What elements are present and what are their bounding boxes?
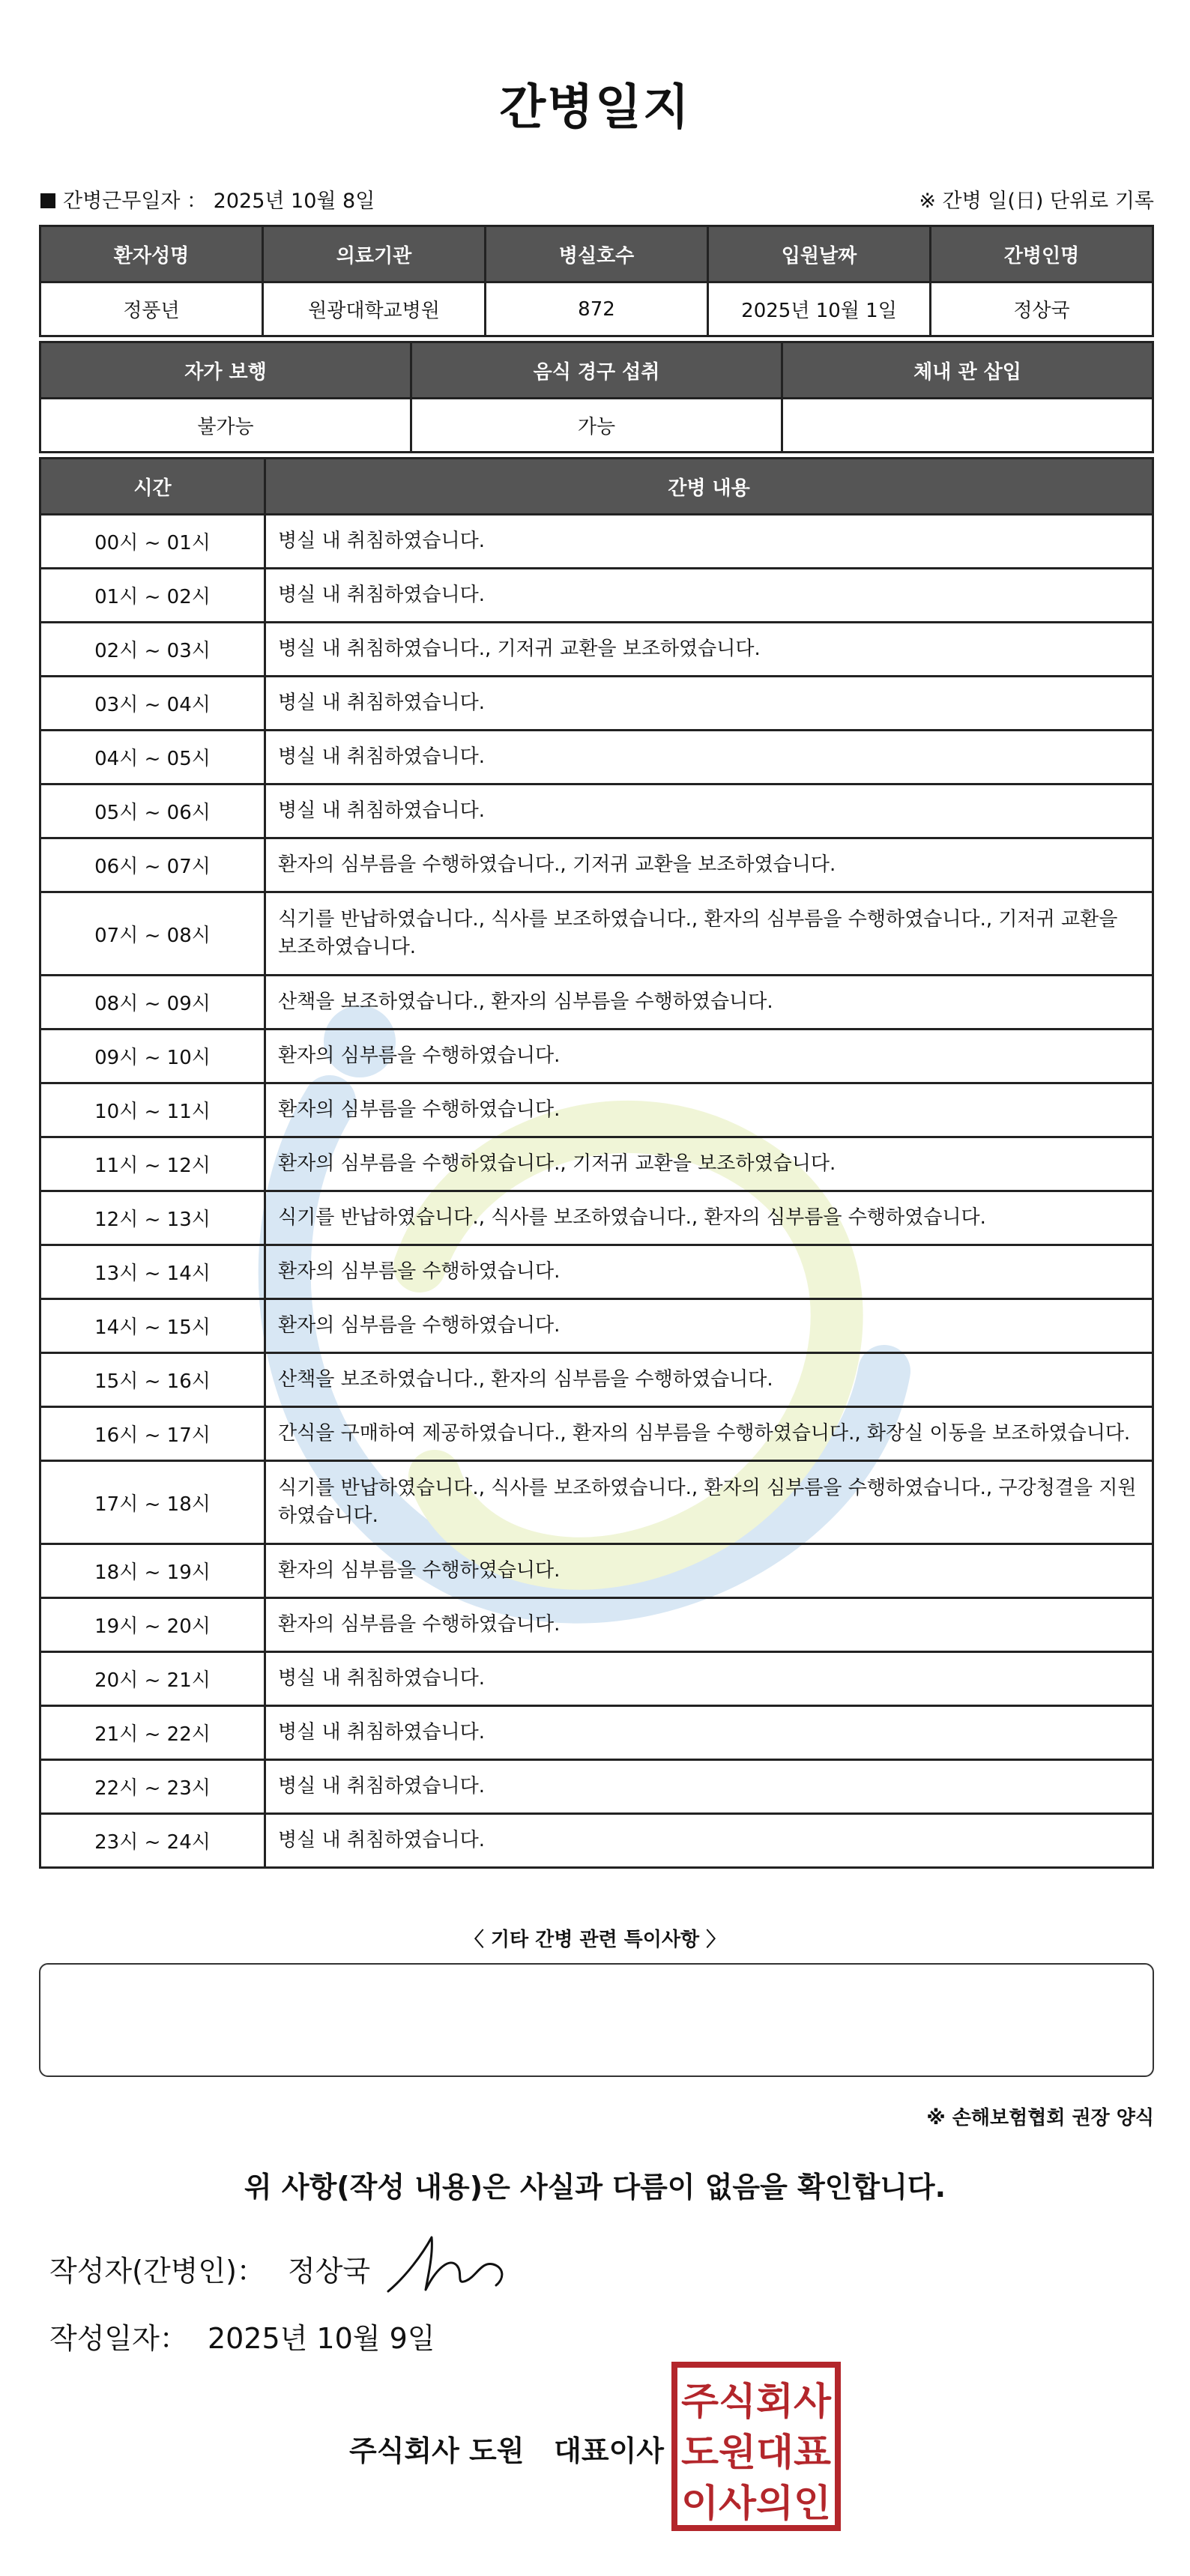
log-content: 식기를 반납하였습니다., 식사를 보조하였습니다., 환자의 심부름을 수행하였습니다., 기저귀 교환을 보조하였습니다. bbox=[265, 892, 1153, 976]
work-date-text: 간병근무일자 ： 2025년 10월 8일 bbox=[63, 190, 375, 213]
log-time: 20시 ~ 21시 bbox=[40, 1652, 265, 1706]
log-body bbox=[40, 515, 1153, 1868]
log-row bbox=[40, 784, 1153, 838]
patient-info-table bbox=[39, 225, 1154, 337]
log-content: 병실 내 취침하였습니다. bbox=[265, 515, 1153, 569]
company-signatory: 주식회사 도원 대표이사 bbox=[349, 2434, 664, 2467]
log-time: 08시 ~ 09시 bbox=[40, 976, 265, 1030]
log-content: 환자의 심부름을 수행하였습니다. bbox=[265, 1598, 1153, 1652]
log-row bbox=[40, 838, 1153, 892]
log-time: 03시 ~ 04시 bbox=[40, 677, 265, 731]
header-content: 간병 내용 bbox=[265, 459, 1153, 515]
log-time: 00시 ~ 01시 bbox=[40, 515, 265, 569]
written-date-value: 2025년 10월 9일 bbox=[207, 2322, 435, 2355]
log-row bbox=[40, 1706, 1153, 1760]
log-content: 환자의 심부름을 수행하였습니다. bbox=[265, 1299, 1153, 1353]
header-admission-date: 입원날짜 bbox=[708, 226, 931, 282]
admission-date: 2025년 10월 1일 bbox=[708, 282, 931, 336]
author-name: 정상국 bbox=[288, 2255, 371, 2288]
log-time: 23시 ~ 24시 bbox=[40, 1814, 265, 1868]
log-time: 22시 ~ 23시 bbox=[40, 1760, 265, 1814]
patient-status-table bbox=[39, 341, 1154, 453]
log-row bbox=[40, 1030, 1153, 1083]
patient-name: 정풍년 bbox=[40, 282, 263, 336]
remarks-title: 〈 기타 간병 관련 특이사항 〉 bbox=[464, 1929, 726, 1951]
log-row bbox=[40, 976, 1153, 1030]
oral-intake-status: 가능 bbox=[411, 399, 782, 453]
square-bullet-icon bbox=[40, 193, 55, 208]
log-time: 09시 ~ 10시 bbox=[40, 1030, 265, 1083]
header-tube: 체내 관 삽입 bbox=[782, 342, 1153, 399]
log-row bbox=[40, 623, 1153, 677]
log-time: 02시 ~ 03시 bbox=[40, 623, 265, 677]
signature-icon bbox=[384, 2231, 511, 2299]
remarks-box bbox=[39, 1963, 1154, 2077]
log-content: 식기를 반납하였습니다., 식사를 보조하였습니다., 환자의 심부름을 수행하였습니다. bbox=[265, 1191, 1153, 1245]
header-room: 병실호수 bbox=[486, 226, 708, 282]
walking-status: 불가능 bbox=[40, 399, 411, 453]
author-label: 작성자(간병인)： bbox=[49, 2255, 265, 2288]
log-row bbox=[40, 1245, 1153, 1299]
log-time: 07시 ~ 08시 bbox=[40, 892, 265, 976]
document-title: 간병일지 bbox=[499, 80, 691, 136]
log-row bbox=[40, 1083, 1153, 1137]
log-row bbox=[40, 1461, 1153, 1544]
written-date-line bbox=[49, 2315, 435, 2356]
log-time: 01시 ~ 02시 bbox=[40, 569, 265, 623]
log-content: 환자의 심부름을 수행하였습니다. bbox=[265, 1083, 1153, 1137]
status-header-row bbox=[40, 342, 1153, 399]
log-time: 05시 ~ 06시 bbox=[40, 784, 265, 838]
log-time: 06시 ~ 07시 bbox=[40, 838, 265, 892]
log-content: 산책을 보조하였습니다., 환자의 심부름을 수행하였습니다. bbox=[265, 976, 1153, 1030]
care-log-table bbox=[39, 457, 1154, 1869]
log-time: 13시 ~ 14시 bbox=[40, 1245, 265, 1299]
log-row bbox=[40, 515, 1153, 569]
seal-line-1: 주식회사 bbox=[681, 2380, 832, 2423]
log-time: 11시 ~ 12시 bbox=[40, 1137, 265, 1191]
confirmation-statement: 위 사항(작성 내용)은 사실과 다름이 없음을 확인합니다. bbox=[244, 2171, 946, 2204]
log-row bbox=[40, 1137, 1153, 1191]
log-row bbox=[40, 1598, 1153, 1652]
unit-note: ※ 간병 일(日) 단위로 기록 bbox=[919, 190, 1154, 213]
header-caregiver: 간병인명 bbox=[931, 226, 1153, 282]
patient-info-header-row bbox=[40, 226, 1153, 282]
log-row bbox=[40, 1544, 1153, 1598]
log-time: 12시 ~ 13시 bbox=[40, 1191, 265, 1245]
log-content: 환자의 심부름을 수행하였습니다. bbox=[265, 1544, 1153, 1598]
log-time: 18시 ~ 19시 bbox=[40, 1544, 265, 1598]
patient-info-value-row bbox=[40, 282, 1153, 336]
log-time: 04시 ~ 05시 bbox=[40, 731, 265, 784]
log-row bbox=[40, 569, 1153, 623]
log-time: 19시 ~ 20시 bbox=[40, 1598, 265, 1652]
log-content: 환자의 심부름을 수행하였습니다., 기저귀 교환을 보조하였습니다. bbox=[265, 1137, 1153, 1191]
author-line bbox=[49, 2248, 370, 2289]
header-walking: 자가 보행 bbox=[40, 342, 411, 399]
log-content: 병실 내 취침하였습니다. bbox=[265, 1652, 1153, 1706]
log-content: 산책을 보조하였습니다., 환자의 심부름을 수행하였습니다. bbox=[265, 1353, 1153, 1407]
log-row bbox=[40, 1652, 1153, 1706]
log-content: 환자의 심부름을 수행하였습니다., 기저귀 교환을 보조하였습니다. bbox=[265, 838, 1153, 892]
log-content: 병실 내 취침하였습니다. bbox=[265, 1760, 1153, 1814]
log-row bbox=[40, 677, 1153, 731]
log-row bbox=[40, 1407, 1153, 1461]
log-row bbox=[40, 1299, 1153, 1353]
log-content: 식기를 반납하였습니다., 식사를 보조하였습니다., 환자의 심부름을 수행하였습니다., 구강청결을 지원하였습니다. bbox=[265, 1461, 1153, 1544]
header-patient-name: 환자성명 bbox=[40, 226, 263, 282]
caregiver-name: 정상국 bbox=[931, 282, 1153, 336]
log-row bbox=[40, 1353, 1153, 1407]
log-content: 병실 내 취침하였습니다. bbox=[265, 784, 1153, 838]
form-source-note: ※ 손해보험협회 권장 양식 bbox=[926, 2107, 1154, 2129]
log-row bbox=[40, 1814, 1153, 1868]
log-row bbox=[40, 1760, 1153, 1814]
log-time: 16시 ~ 17시 bbox=[40, 1407, 265, 1461]
room-number: 872 bbox=[486, 282, 708, 336]
log-content: 병실 내 취침하였습니다. bbox=[265, 1814, 1153, 1868]
log-content: 병실 내 취침하였습니다. bbox=[265, 569, 1153, 623]
log-time: 17시 ~ 18시 bbox=[40, 1461, 265, 1544]
log-row bbox=[40, 731, 1153, 784]
header-hospital: 의료기관 bbox=[263, 226, 486, 282]
log-content: 병실 내 취침하였습니다. bbox=[265, 677, 1153, 731]
log-time: 21시 ~ 22시 bbox=[40, 1706, 265, 1760]
log-row bbox=[40, 1191, 1153, 1245]
status-value-row bbox=[40, 399, 1153, 453]
log-content: 병실 내 취침하였습니다. bbox=[265, 731, 1153, 784]
company-seal-icon bbox=[671, 2362, 841, 2531]
log-content: 간식을 구매하여 제공하였습니다., 환자의 심부름을 수행하였습니다., 화장실 이동을 보조하였습니다. bbox=[265, 1407, 1153, 1461]
seal-line-2: 도원대표 bbox=[681, 2431, 832, 2474]
written-date-label: 작성일자： bbox=[49, 2322, 188, 2355]
hospital-name: 원광대학교병원 bbox=[263, 282, 486, 336]
header-time: 시간 bbox=[40, 459, 265, 515]
seal-line-3: 이사의인 bbox=[681, 2482, 831, 2525]
log-content: 환자의 심부름을 수행하였습니다. bbox=[265, 1245, 1153, 1299]
log-content: 병실 내 취침하였습니다., 기저귀 교환을 보조하였습니다. bbox=[265, 623, 1153, 677]
log-content: 환자의 심부름을 수행하였습니다. bbox=[265, 1030, 1153, 1083]
log-row bbox=[40, 892, 1153, 976]
log-content: 병실 내 취침하였습니다. bbox=[265, 1706, 1153, 1760]
log-time: 15시 ~ 16시 bbox=[40, 1353, 265, 1407]
log-header-row bbox=[40, 459, 1153, 515]
header-oral-intake: 음식 경구 섭취 bbox=[411, 342, 782, 399]
log-time: 14시 ~ 15시 bbox=[40, 1299, 265, 1353]
tube-status bbox=[782, 399, 1153, 453]
log-time: 10시 ~ 11시 bbox=[40, 1083, 265, 1137]
work-date bbox=[40, 184, 375, 214]
